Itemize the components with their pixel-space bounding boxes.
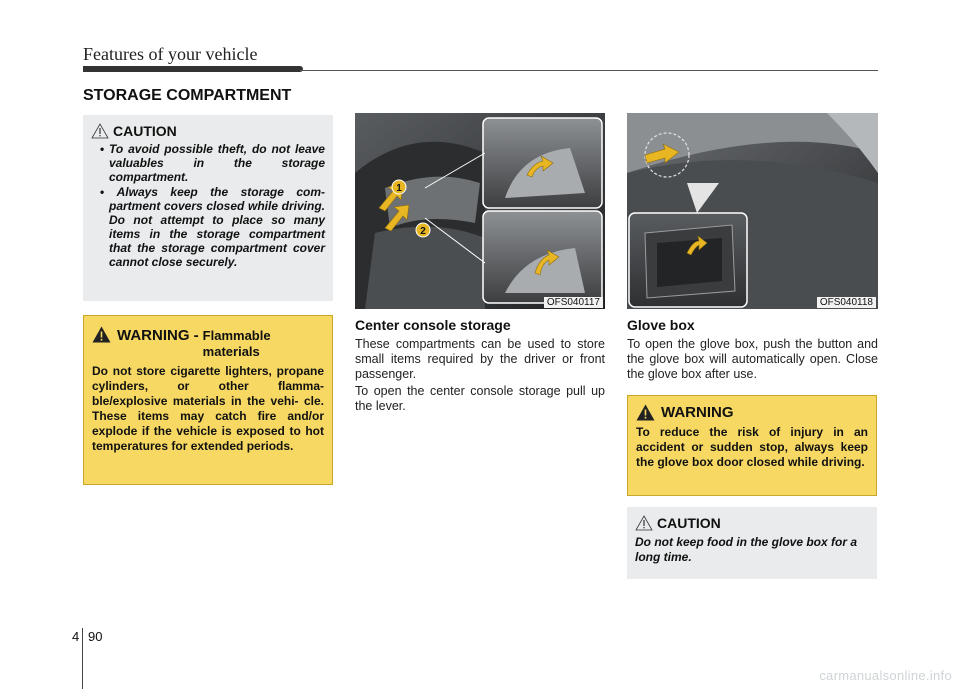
center-console-paragraph: These compartments can be used to store small items required by the driver or front passenger. [355, 337, 605, 381]
caution-item: • Always keep the storage com- partment covers closed while driving. Do not attempt to place so many items in the storage compartment that the storage compartment cover cannot close securely. [91, 185, 325, 269]
header-title: Features of your vehicle [83, 44, 258, 64]
image-code: OFS040117 [544, 297, 603, 308]
chapter-number: 4 [72, 629, 80, 644]
caution-title-row [635, 515, 869, 531]
warning-text: To reduce the risk of injury in an accident or sudden stop, always keep the glove box door closed while driving. [636, 425, 868, 469]
center-console-photo [355, 113, 605, 309]
section-title: STORAGE COMPARTMENT [83, 87, 292, 104]
glove-box-paragraph: To open the glove box, push the button and the glove box will automatically open. Close the glove box after use. [627, 337, 878, 381]
glove-box-heading: Glove box [627, 317, 695, 333]
warning-title: WARNING - [117, 327, 199, 344]
warning-subtitle: Flammable materials [202, 328, 271, 359]
warning-title-row [92, 326, 324, 360]
warning-triangle-icon [636, 404, 655, 421]
warning-title: WARNING [661, 404, 734, 421]
caution-title-row [91, 123, 325, 139]
header-bar [83, 66, 303, 72]
caution-triangle-icon [91, 123, 109, 139]
header-rule [300, 70, 878, 71]
warning-text: Do not store cigarette lighters, propane cylinders, or other flamma- ble/explosive materials in the vehi- cle. These items may catch fire and/or explode if the vehicle is exposed to hot temperatures for extended periods. [92, 364, 324, 453]
warning-triangle-icon [92, 326, 111, 343]
center-console-illustration [355, 113, 605, 309]
callout-1: 1 [396, 183, 402, 194]
watermark: carmanualsonline.info [819, 668, 952, 683]
glove-box-illustration [627, 113, 878, 309]
caution-triangle-icon [635, 515, 653, 531]
caution-title: CAUTION [113, 123, 177, 139]
caution-box-theft [83, 115, 333, 301]
center-console-heading: Center console storage [355, 317, 511, 333]
page-number: 90 [88, 629, 103, 644]
glove-box-photo [627, 113, 878, 309]
image-code: OFS040118 [817, 297, 876, 308]
caution-list [91, 142, 325, 269]
warning-box-glove [627, 395, 877, 496]
caution-text: Do not keep food in the glove box for a long time. [635, 535, 858, 564]
warning-title-row [636, 404, 868, 421]
callout-2: 2 [420, 226, 426, 237]
warning-box-flammable [83, 315, 333, 485]
footer-divider [82, 628, 83, 689]
center-console-paragraph: To open the center console storage pull up the lever. [355, 384, 605, 413]
caution-box-food [627, 507, 877, 579]
caution-item: • To avoid possible theft, do not leave valuables in the storage compartment. [91, 142, 325, 184]
caution-title: CAUTION [657, 515, 721, 531]
